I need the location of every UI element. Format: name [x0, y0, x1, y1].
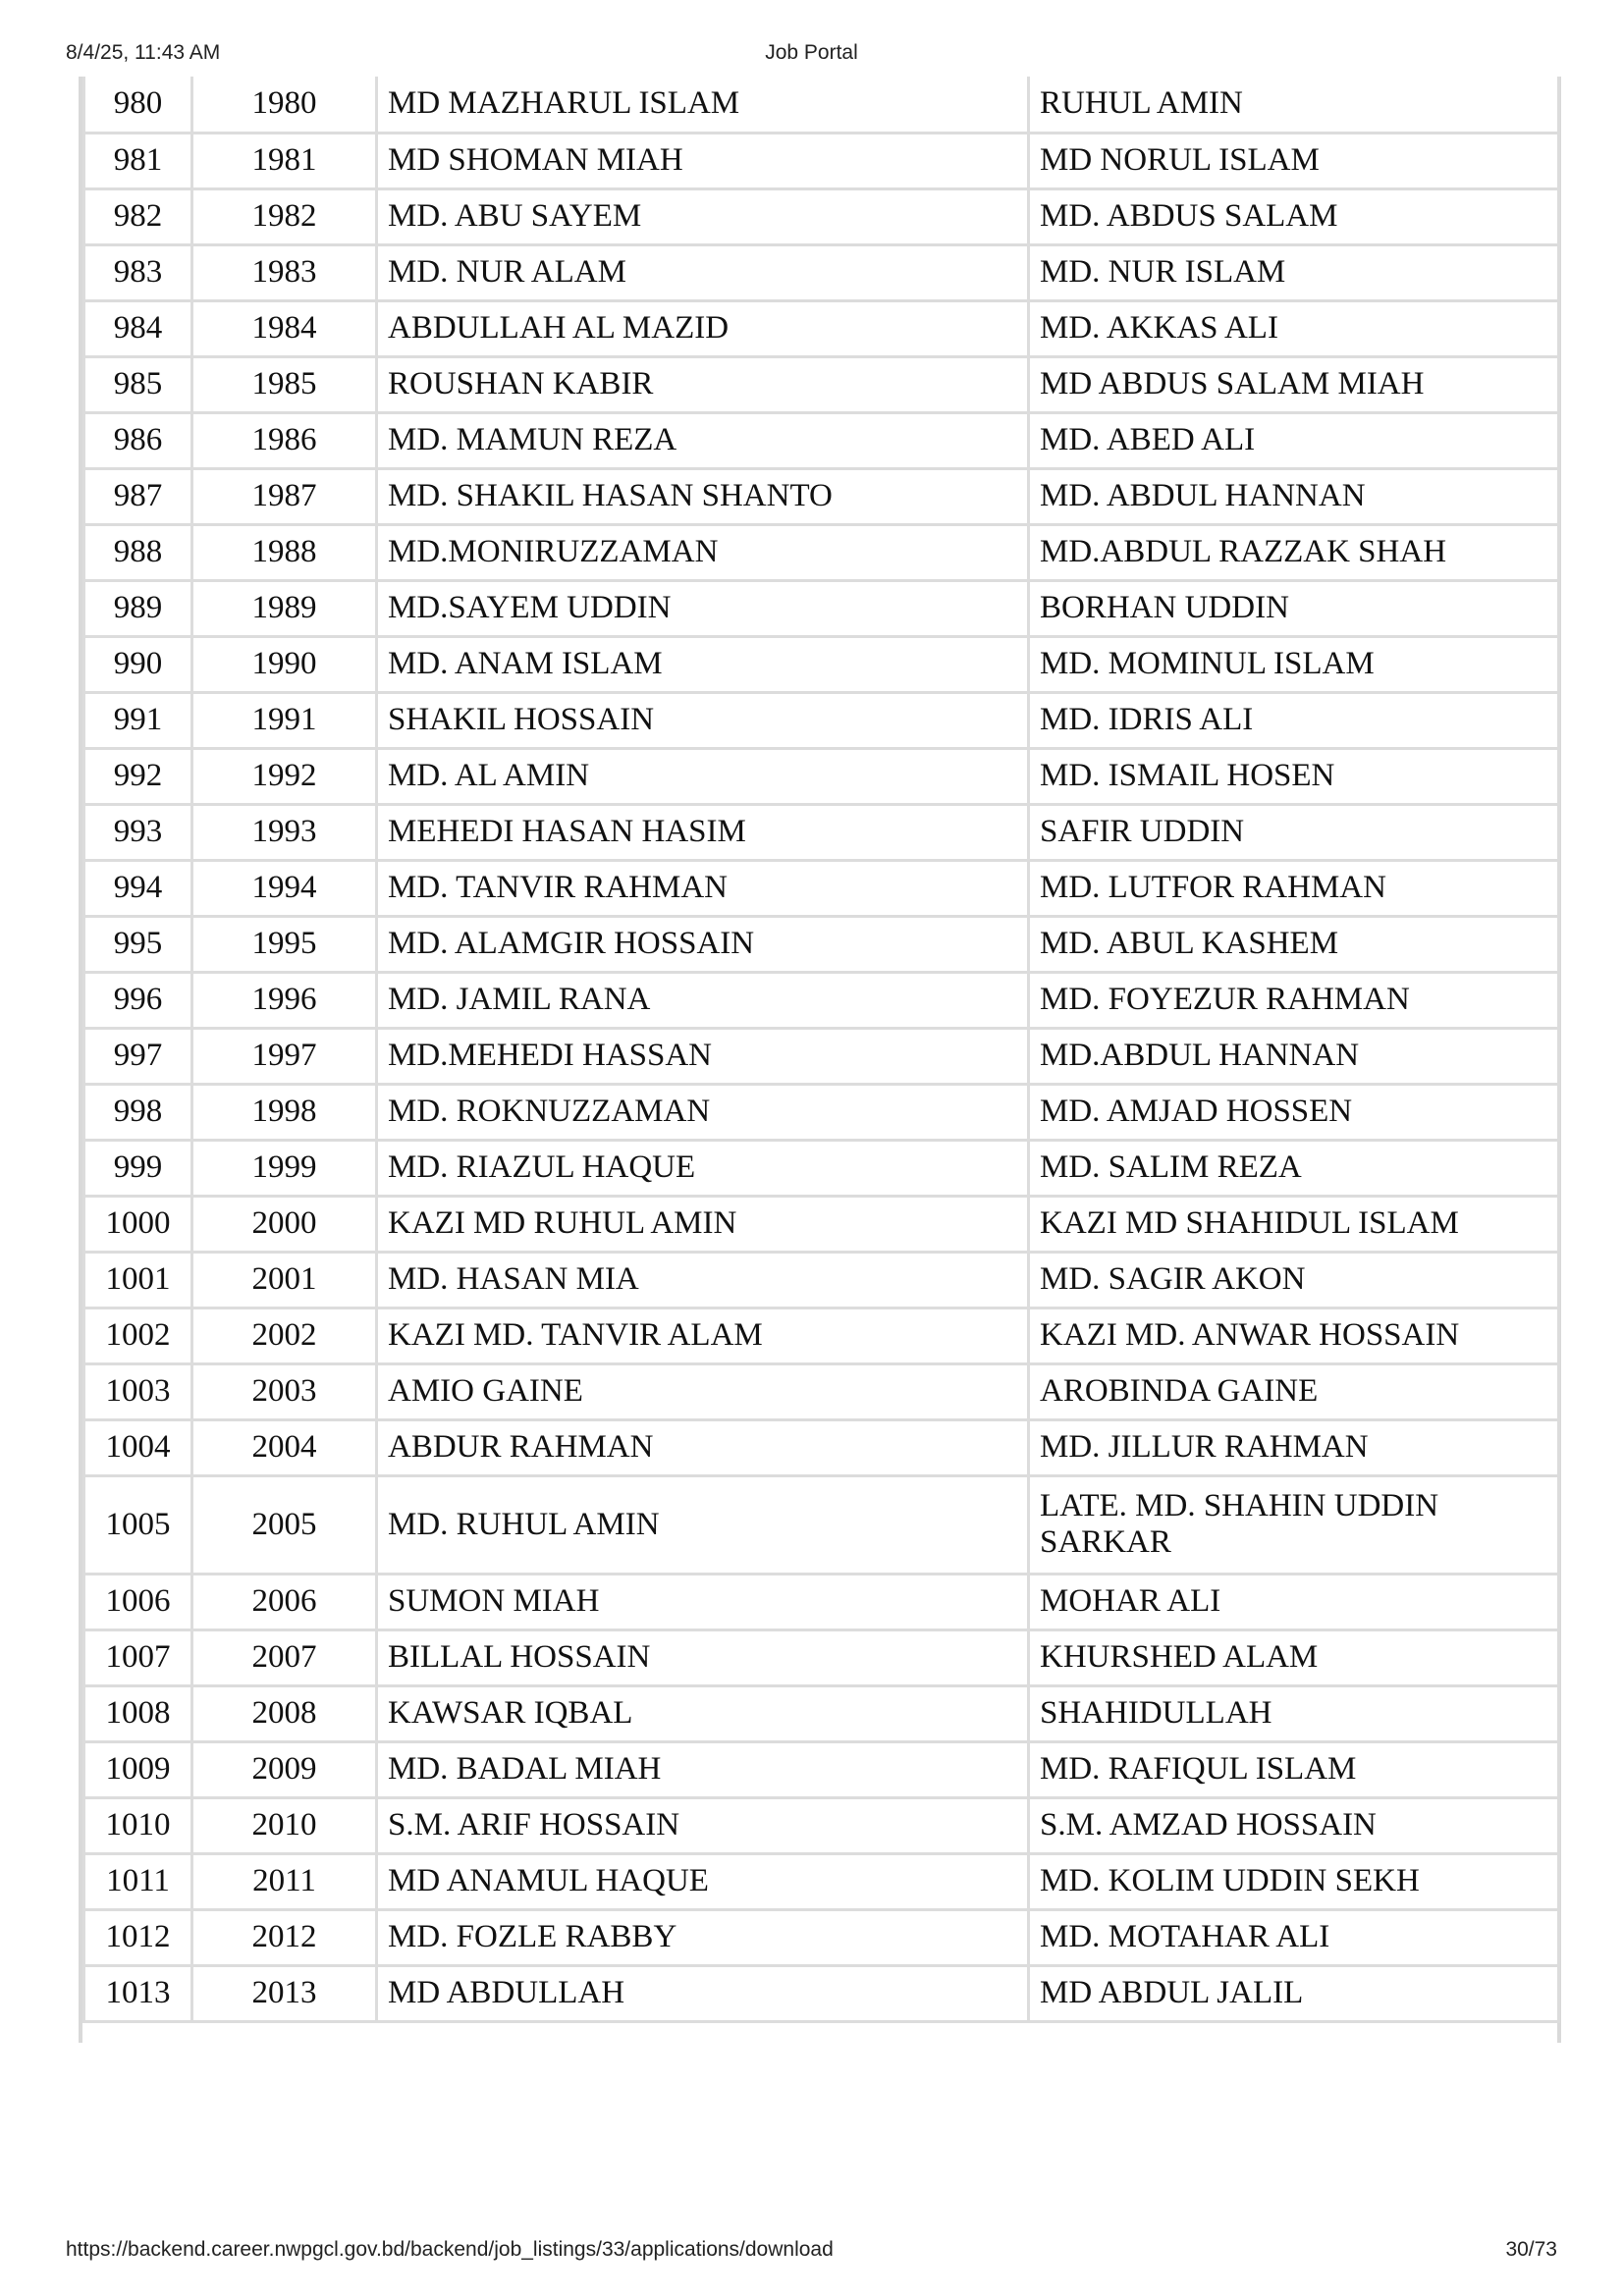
- serial-cell: 1012: [84, 1909, 192, 1965]
- table-row: [84, 356, 1559, 412]
- table-row: [84, 1741, 1559, 1797]
- roll-cell: 1986: [192, 412, 377, 468]
- applicant-name-cell: ABDULLAH AL MAZID: [377, 300, 1029, 356]
- serial-cell: 992: [84, 748, 192, 804]
- father-name-cell: KHURSHED ALAM: [1029, 1629, 1559, 1685]
- serial-cell: 1010: [84, 1797, 192, 1853]
- father-name-cell: MD. LUTFOR RAHMAN: [1029, 860, 1559, 916]
- table-row: [84, 1252, 1559, 1308]
- father-name-cell: MD. FOYEZUR RAHMAN: [1029, 972, 1559, 1028]
- roll-cell: 1992: [192, 748, 377, 804]
- roll-cell: 2000: [192, 1196, 377, 1252]
- table-row: [84, 1574, 1559, 1629]
- roll-cell: 2003: [192, 1363, 377, 1419]
- page-number: 30/73: [1505, 2238, 1557, 2261]
- table-row: [84, 1797, 1559, 1853]
- table-row: [84, 300, 1559, 356]
- serial-cell: 1005: [84, 1475, 192, 1574]
- table-row: [84, 1475, 1559, 1574]
- table-row: [84, 1419, 1559, 1475]
- serial-cell: 996: [84, 972, 192, 1028]
- serial-cell: 1011: [84, 1853, 192, 1909]
- father-name-cell: RUHUL AMIN: [1029, 77, 1559, 133]
- serial-cell: 1008: [84, 1685, 192, 1741]
- table-row: [84, 133, 1559, 188]
- page-title: Job Portal: [765, 41, 858, 64]
- table-row: [84, 1308, 1559, 1363]
- table-row: [84, 1140, 1559, 1196]
- roll-cell: 1982: [192, 188, 377, 244]
- father-name-cell: MD ABDUS SALAM MIAH: [1029, 356, 1559, 412]
- father-name-cell: MD. ABDUL HANNAN: [1029, 468, 1559, 524]
- roll-cell: 1991: [192, 692, 377, 748]
- applicant-name-cell: ROUSHAN KABIR: [377, 356, 1029, 412]
- table-row: [84, 972, 1559, 1028]
- applicant-name-cell: MD. NUR ALAM: [377, 244, 1029, 300]
- table-row: [84, 468, 1559, 524]
- table-row: [84, 860, 1559, 916]
- roll-cell: 1980: [192, 77, 377, 133]
- table-row: [84, 1853, 1559, 1909]
- serial-cell: 1001: [84, 1252, 192, 1308]
- father-name-cell: MD. MOMINUL ISLAM: [1029, 636, 1559, 692]
- applications-table-wrapper: [79, 77, 1561, 2043]
- serial-cell: 997: [84, 1028, 192, 1084]
- father-name-cell: MD.ABDUL HANNAN: [1029, 1028, 1559, 1084]
- roll-cell: 2001: [192, 1252, 377, 1308]
- page-header: [0, 41, 1623, 71]
- table-row: [84, 77, 1559, 133]
- applicant-name-cell: MD.MONIRUZZAMAN: [377, 524, 1029, 580]
- roll-cell: 2010: [192, 1797, 377, 1853]
- father-name-cell: KAZI MD SHAHIDUL ISLAM: [1029, 1196, 1559, 1252]
- serial-cell: 988: [84, 524, 192, 580]
- serial-cell: 994: [84, 860, 192, 916]
- father-name-cell: MD. AMJAD HOSSEN: [1029, 1084, 1559, 1140]
- roll-cell: 2012: [192, 1909, 377, 1965]
- applicant-name-cell: SUMON MIAH: [377, 1574, 1029, 1629]
- applicant-name-cell: KAZI MD. TANVIR ALAM: [377, 1308, 1029, 1363]
- applicant-name-cell: MD. ALAMGIR HOSSAIN: [377, 916, 1029, 972]
- table-row: [84, 1909, 1559, 1965]
- table-row: [84, 748, 1559, 804]
- applicant-name-cell: MD. AL AMIN: [377, 748, 1029, 804]
- applicant-name-cell: MD. JAMIL RANA: [377, 972, 1029, 1028]
- applicant-name-cell: MD. ABU SAYEM: [377, 188, 1029, 244]
- applicant-name-cell: KAWSAR IQBAL: [377, 1685, 1029, 1741]
- table-row: [84, 692, 1559, 748]
- serial-cell: 986: [84, 412, 192, 468]
- father-name-cell: MD. KOLIM UDDIN SEKH: [1029, 1853, 1559, 1909]
- roll-cell: 1993: [192, 804, 377, 860]
- roll-cell: 2011: [192, 1853, 377, 1909]
- applicant-name-cell: MD ANAMUL HAQUE: [377, 1853, 1029, 1909]
- applicant-name-cell: MD. MAMUN REZA: [377, 412, 1029, 468]
- serial-cell: 1003: [84, 1363, 192, 1419]
- roll-cell: 1995: [192, 916, 377, 972]
- applicant-name-cell: MD MAZHARUL ISLAM: [377, 77, 1029, 133]
- roll-cell: 2013: [192, 1965, 377, 2021]
- father-name-cell: SAFIR UDDIN: [1029, 804, 1559, 860]
- serial-cell: 1002: [84, 1308, 192, 1363]
- roll-cell: 1988: [192, 524, 377, 580]
- applicant-name-cell: AMIO GAINE: [377, 1363, 1029, 1419]
- table-row: [84, 1196, 1559, 1252]
- serial-cell: 993: [84, 804, 192, 860]
- applications-table-body: [84, 77, 1559, 2021]
- father-name-cell: LATE. MD. SHAHIN UDDIN SARKAR: [1029, 1475, 1559, 1574]
- father-name-cell: MD. MOTAHAR ALI: [1029, 1909, 1559, 1965]
- serial-cell: 989: [84, 580, 192, 636]
- applicant-name-cell: MD. HASAN MIA: [377, 1252, 1029, 1308]
- roll-cell: 1984: [192, 300, 377, 356]
- table-row: [84, 244, 1559, 300]
- father-name-cell: MD. RAFIQUL ISLAM: [1029, 1741, 1559, 1797]
- father-name-cell: MD. NUR ISLAM: [1029, 244, 1559, 300]
- serial-cell: 980: [84, 77, 192, 133]
- roll-cell: 2004: [192, 1419, 377, 1475]
- roll-cell: 1996: [192, 972, 377, 1028]
- father-name-cell: MD. ABDUS SALAM: [1029, 188, 1559, 244]
- father-name-cell: MD. ISMAIL HOSEN: [1029, 748, 1559, 804]
- serial-cell: 985: [84, 356, 192, 412]
- print-datetime: 8/4/25, 11:43 AM: [66, 41, 221, 64]
- applicant-name-cell: MD. RUHUL AMIN: [377, 1475, 1029, 1574]
- table-row: [84, 916, 1559, 972]
- father-name-cell: S.M. AMZAD HOSSAIN: [1029, 1797, 1559, 1853]
- applicant-name-cell: MD ABDULLAH: [377, 1965, 1029, 2021]
- table-row: [84, 412, 1559, 468]
- applicant-name-cell: MD. FOZLE RABBY: [377, 1909, 1029, 1965]
- roll-cell: 2009: [192, 1741, 377, 1797]
- applicant-name-cell: MD. ROKNUZZAMAN: [377, 1084, 1029, 1140]
- roll-cell: 2007: [192, 1629, 377, 1685]
- applicant-name-cell: MD.MEHEDI HASSAN: [377, 1028, 1029, 1084]
- table-row: [84, 1084, 1559, 1140]
- table-row: [84, 1028, 1559, 1084]
- roll-cell: 1990: [192, 636, 377, 692]
- applicant-name-cell: KAZI MD RUHUL AMIN: [377, 1196, 1029, 1252]
- serial-cell: 1006: [84, 1574, 192, 1629]
- roll-cell: 1997: [192, 1028, 377, 1084]
- serial-cell: 987: [84, 468, 192, 524]
- father-name-cell: MD. AKKAS ALI: [1029, 300, 1559, 356]
- applicant-name-cell: MD SHOMAN MIAH: [377, 133, 1029, 188]
- roll-cell: 2006: [192, 1574, 377, 1629]
- applicant-name-cell: BILLAL HOSSAIN: [377, 1629, 1029, 1685]
- father-name-cell: MD. SAGIR AKON: [1029, 1252, 1559, 1308]
- applicant-name-cell: MD.SAYEM UDDIN: [377, 580, 1029, 636]
- father-name-cell: MD.ABDUL RAZZAK SHAH: [1029, 524, 1559, 580]
- father-name-cell: MD. ABUL KASHEM: [1029, 916, 1559, 972]
- serial-cell: 990: [84, 636, 192, 692]
- father-name-cell: KAZI MD. ANWAR HOSSAIN: [1029, 1308, 1559, 1363]
- page-footer: [0, 2238, 1623, 2268]
- table-row: [84, 580, 1559, 636]
- table-row: [84, 524, 1559, 580]
- table-row: [84, 1363, 1559, 1419]
- table-row: [84, 1965, 1559, 2021]
- father-name-cell: MD. ABED ALI: [1029, 412, 1559, 468]
- roll-cell: 2002: [192, 1308, 377, 1363]
- serial-cell: 1013: [84, 1965, 192, 2021]
- father-name-cell: MD. SALIM REZA: [1029, 1140, 1559, 1196]
- applicant-name-cell: ABDUR RAHMAN: [377, 1419, 1029, 1475]
- serial-cell: 1009: [84, 1741, 192, 1797]
- applicant-name-cell: MD. ANAM ISLAM: [377, 636, 1029, 692]
- table-row: [84, 804, 1559, 860]
- roll-cell: 1989: [192, 580, 377, 636]
- father-name-cell: MD. JILLUR RAHMAN: [1029, 1419, 1559, 1475]
- serial-cell: 999: [84, 1140, 192, 1196]
- roll-cell: 1987: [192, 468, 377, 524]
- applicant-name-cell: MD. RIAZUL HAQUE: [377, 1140, 1029, 1196]
- serial-cell: 991: [84, 692, 192, 748]
- table-row: [84, 636, 1559, 692]
- roll-cell: 2008: [192, 1685, 377, 1741]
- applicant-name-cell: MEHEDI HASAN HASIM: [377, 804, 1029, 860]
- roll-cell: 1981: [192, 133, 377, 188]
- roll-cell: 1983: [192, 244, 377, 300]
- father-name-cell: MD. IDRIS ALI: [1029, 692, 1559, 748]
- father-name-cell: BORHAN UDDIN: [1029, 580, 1559, 636]
- father-name-cell: SHAHIDULLAH: [1029, 1685, 1559, 1741]
- father-name-cell: MOHAR ALI: [1029, 1574, 1559, 1629]
- serial-cell: 1007: [84, 1629, 192, 1685]
- applicant-name-cell: S.M. ARIF HOSSAIN: [377, 1797, 1029, 1853]
- roll-cell: 1998: [192, 1084, 377, 1140]
- serial-cell: 983: [84, 244, 192, 300]
- serial-cell: 995: [84, 916, 192, 972]
- roll-cell: 1985: [192, 356, 377, 412]
- serial-cell: 998: [84, 1084, 192, 1140]
- table-row: [84, 188, 1559, 244]
- serial-cell: 981: [84, 133, 192, 188]
- applicant-name-cell: SHAKIL HOSSAIN: [377, 692, 1029, 748]
- roll-cell: 1999: [192, 1140, 377, 1196]
- table-row: [84, 1685, 1559, 1741]
- table-row: [84, 1629, 1559, 1685]
- serial-cell: 1000: [84, 1196, 192, 1252]
- father-name-cell: MD ABDUL JALIL: [1029, 1965, 1559, 2021]
- roll-cell: 1994: [192, 860, 377, 916]
- applicant-name-cell: MD. SHAKIL HASAN SHANTO: [377, 468, 1029, 524]
- source-url: https://backend.career.nwpgcl.gov.bd/backend/job_listings/33/applications/download: [66, 2238, 834, 2261]
- father-name-cell: MD NORUL ISLAM: [1029, 133, 1559, 188]
- serial-cell: 984: [84, 300, 192, 356]
- serial-cell: 982: [84, 188, 192, 244]
- father-name-cell: AROBINDA GAINE: [1029, 1363, 1559, 1419]
- applicant-name-cell: MD. TANVIR RAHMAN: [377, 860, 1029, 916]
- roll-cell: 2005: [192, 1475, 377, 1574]
- applicant-name-cell: MD. BADAL MIAH: [377, 1741, 1029, 1797]
- serial-cell: 1004: [84, 1419, 192, 1475]
- applications-table: [82, 77, 1560, 2023]
